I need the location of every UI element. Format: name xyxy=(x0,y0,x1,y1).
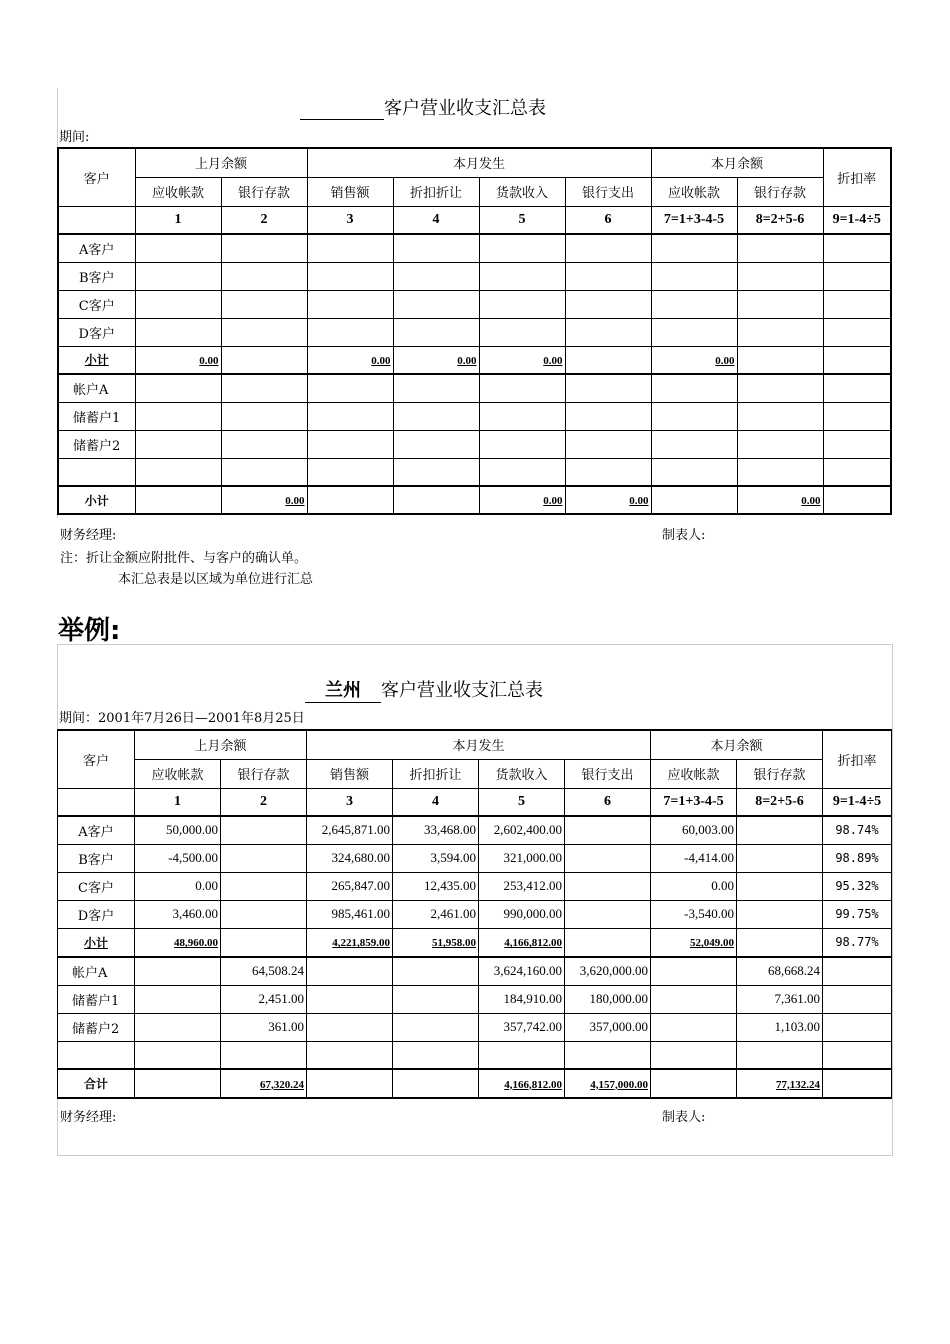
header-receivable: 应收帐款 xyxy=(135,177,221,206)
col-number: 4 xyxy=(393,788,479,816)
table-cell xyxy=(565,1041,651,1069)
table-cell xyxy=(221,234,307,262)
table-cell: 3,460.00 xyxy=(135,900,221,928)
example-heading: 举例: xyxy=(58,616,121,646)
col-number: 5 xyxy=(479,788,565,816)
table-cell xyxy=(221,262,307,290)
table-cell xyxy=(393,458,479,486)
total-value: 4,157,000.00 xyxy=(565,1069,651,1098)
table-cell: 0.00 xyxy=(651,872,737,900)
header-last-month-balance: 上月余额 xyxy=(135,730,307,759)
table-cell: 324,680.00 xyxy=(307,844,393,872)
table-cell xyxy=(393,1041,479,1069)
table-cell xyxy=(651,374,737,402)
table-cell xyxy=(651,290,737,318)
account-name xyxy=(58,1041,135,1069)
table-cell xyxy=(823,262,891,290)
table-cell xyxy=(221,430,307,458)
header-this-month-balance: 本月余额 xyxy=(651,148,823,177)
total-value xyxy=(651,486,737,514)
table-cell xyxy=(651,458,737,486)
table-cell xyxy=(565,458,651,486)
table-cell xyxy=(737,234,823,262)
finance-manager-label: 财务经理: xyxy=(60,528,117,543)
table-cell xyxy=(479,1041,565,1069)
table-cell xyxy=(135,290,221,318)
table-row xyxy=(58,928,892,957)
col-number: 4 xyxy=(393,206,479,234)
table-cell xyxy=(565,318,651,346)
table-cell xyxy=(307,957,393,985)
table-cell: 7,361.00 xyxy=(737,985,823,1013)
table-cell xyxy=(737,900,823,928)
table-cell xyxy=(135,985,221,1013)
account-name: 帐户A xyxy=(58,374,135,402)
table-cell: -4,500.00 xyxy=(135,844,221,872)
table-cell xyxy=(393,290,479,318)
table-cell xyxy=(221,900,307,928)
subtotal-value xyxy=(823,346,891,374)
table-cell xyxy=(823,430,891,458)
table-cell xyxy=(823,1041,892,1069)
subtotal-value xyxy=(737,928,823,957)
table-cell xyxy=(135,318,221,346)
customer-name: C客户 xyxy=(58,290,135,318)
subtotal-value: 0.00 xyxy=(651,346,737,374)
table-cell: 60,003.00 xyxy=(651,816,737,844)
table-row xyxy=(58,844,892,872)
table-cell xyxy=(737,872,823,900)
table-cell xyxy=(479,402,565,430)
total-value: 4,166,812.00 xyxy=(479,1069,565,1098)
total-value xyxy=(135,486,221,514)
table-row xyxy=(58,430,891,458)
table-cell: 180,000.00 xyxy=(565,985,651,1013)
total-value xyxy=(393,1069,479,1098)
discount-rate-value: 95.32% xyxy=(823,872,892,900)
total-label: 合计 xyxy=(58,1069,135,1098)
customer-name: D客户 xyxy=(58,318,135,346)
table-cell xyxy=(221,374,307,402)
total-label: 小计 xyxy=(58,486,135,514)
subtotal-value: 51,958.00 xyxy=(393,928,479,957)
subtotal-label: 小计 xyxy=(58,346,135,374)
discount-rate-value: 98.74% xyxy=(823,816,892,844)
table-row xyxy=(58,346,891,374)
table-cell: -3,540.00 xyxy=(651,900,737,928)
example-finance-manager-label: 财务经理: xyxy=(60,1110,117,1125)
table-cell xyxy=(221,402,307,430)
table-cell: 2,645,871.00 xyxy=(307,816,393,844)
table-cell xyxy=(479,290,565,318)
table-cell xyxy=(651,402,737,430)
subtotal-value xyxy=(565,928,651,957)
table-cell xyxy=(737,402,823,430)
table-row xyxy=(58,816,892,844)
col-number: 8=2+5-6 xyxy=(737,206,823,234)
table-cell xyxy=(565,290,651,318)
table-cell xyxy=(565,872,651,900)
preparer-label: 制表人: xyxy=(662,528,706,543)
col-number: 7=1+3-4-5 xyxy=(651,788,737,816)
table-cell xyxy=(393,262,479,290)
subtotal-value: 48,960.00 xyxy=(135,928,221,957)
table-cell xyxy=(823,290,891,318)
table-cell xyxy=(135,957,221,985)
total-value xyxy=(823,1069,892,1098)
example-period: 期间：2001年7月26日—2001年8月25日 xyxy=(59,711,305,726)
table-cell: 3,624,160.00 xyxy=(479,957,565,985)
table-cell: 2,461.00 xyxy=(393,900,479,928)
table-cell xyxy=(651,1041,737,1069)
table-row xyxy=(58,985,892,1013)
account-name: 储蓄户1 xyxy=(58,402,135,430)
table-cell xyxy=(565,234,651,262)
header-discount-rate: 折扣率 xyxy=(823,730,892,788)
table-row xyxy=(58,1069,892,1098)
table-cell xyxy=(651,1013,737,1041)
table-cell: 3,594.00 xyxy=(393,844,479,872)
table-cell xyxy=(823,374,891,402)
customer-name: A客户 xyxy=(58,234,135,262)
subtotal-value: 98.77% xyxy=(823,928,892,957)
total-value xyxy=(823,486,891,514)
header-payment-income: 货款收入 xyxy=(479,759,565,788)
table-cell xyxy=(651,234,737,262)
blank-form-title: 客户营业收支汇总表 xyxy=(300,94,546,120)
total-value xyxy=(651,1069,737,1098)
table-cell xyxy=(221,844,307,872)
table-cell xyxy=(221,458,307,486)
table-cell xyxy=(823,318,891,346)
header-bank-deposit: 银行存款 xyxy=(221,177,307,206)
table-cell xyxy=(135,374,221,402)
header-receivable-end: 应收帐款 xyxy=(651,759,737,788)
table-cell xyxy=(393,234,479,262)
table-cell: 0.00 xyxy=(135,872,221,900)
total-value: 77,132.24 xyxy=(737,1069,823,1098)
subtotal-value xyxy=(737,346,823,374)
account-name: 帐户A xyxy=(58,957,135,985)
table-cell xyxy=(823,957,892,985)
header-sales: 销售额 xyxy=(307,177,393,206)
table-cell: 68,668.24 xyxy=(737,957,823,985)
table-cell xyxy=(565,900,651,928)
table-cell xyxy=(307,234,393,262)
table-row xyxy=(58,318,891,346)
table-row xyxy=(58,290,891,318)
table-cell: 357,742.00 xyxy=(479,1013,565,1041)
table-cell xyxy=(221,290,307,318)
customer-name: C客户 xyxy=(58,872,135,900)
table-cell: 64,508.24 xyxy=(221,957,307,985)
table-cell: 1,103.00 xyxy=(737,1013,823,1041)
table-cell xyxy=(823,985,892,1013)
table-cell xyxy=(565,262,651,290)
example-form-title: 兰州 客户营业收支汇总表 xyxy=(305,676,543,703)
table-cell: 12,435.00 xyxy=(393,872,479,900)
total-value xyxy=(393,486,479,514)
table-cell xyxy=(393,985,479,1013)
customer-name: D客户 xyxy=(58,900,135,928)
header-bank-deposit-end: 银行存款 xyxy=(737,177,823,206)
header-customer: 客户 xyxy=(58,730,135,788)
table-cell xyxy=(135,1041,221,1069)
total-value: 0.00 xyxy=(565,486,651,514)
table-cell xyxy=(737,262,823,290)
table-cell: 265,847.00 xyxy=(307,872,393,900)
col-number: 1 xyxy=(135,206,221,234)
table-cell xyxy=(393,318,479,346)
col-number: 2 xyxy=(221,206,307,234)
table-cell xyxy=(565,430,651,458)
table-cell xyxy=(135,234,221,262)
table-cell xyxy=(307,290,393,318)
table-cell: 3,620,000.00 xyxy=(565,957,651,985)
table-cell xyxy=(479,318,565,346)
header-bank-deposit-end: 银行存款 xyxy=(737,759,823,788)
col-number: 9=1-4÷5 xyxy=(823,206,891,234)
table-cell xyxy=(221,872,307,900)
header-payment-income: 货款收入 xyxy=(479,177,565,206)
customer-name: B客户 xyxy=(58,262,135,290)
discount-rate-value: 99.75% xyxy=(823,900,892,928)
table-row xyxy=(58,872,892,900)
header-this-month-balance: 本月余额 xyxy=(651,730,823,759)
subtotal-label: 小计 xyxy=(58,928,135,957)
table-cell xyxy=(221,816,307,844)
account-name xyxy=(58,458,135,486)
header-bank-expense: 银行支出 xyxy=(565,759,651,788)
customer-name: A客户 xyxy=(58,816,135,844)
table-cell xyxy=(221,318,307,346)
note-line-2: 本汇总表是以区域为单位进行汇总 xyxy=(118,572,314,587)
total-value: 67,320.24 xyxy=(221,1069,307,1098)
period-label: 期间: xyxy=(59,130,90,145)
col-number: 6 xyxy=(565,788,651,816)
table-row xyxy=(58,402,891,430)
table-cell xyxy=(479,374,565,402)
table-cell: 321,000.00 xyxy=(479,844,565,872)
table-cell xyxy=(135,430,221,458)
discount-rate-value: 98.89% xyxy=(823,844,892,872)
table-cell xyxy=(479,430,565,458)
table-cell xyxy=(307,430,393,458)
region-blank-line xyxy=(300,99,384,120)
table-cell xyxy=(479,234,565,262)
table-cell xyxy=(135,402,221,430)
subtotal-value: 0.00 xyxy=(479,346,565,374)
table-cell xyxy=(823,1013,892,1041)
table-cell xyxy=(737,458,823,486)
table-cell: 184,910.00 xyxy=(479,985,565,1013)
table-cell xyxy=(651,262,737,290)
header-discount: 折扣折让 xyxy=(393,177,479,206)
table-cell xyxy=(393,1013,479,1041)
table-cell xyxy=(737,816,823,844)
subtotal-value xyxy=(565,346,651,374)
col-number: 8=2+5-6 xyxy=(737,788,823,816)
table-cell: -4,414.00 xyxy=(651,844,737,872)
table-cell xyxy=(393,957,479,985)
table-cell xyxy=(651,957,737,985)
table-cell: 253,412.00 xyxy=(479,872,565,900)
table-cell: 2,451.00 xyxy=(221,985,307,1013)
table-row xyxy=(58,234,891,262)
table-row xyxy=(58,957,892,985)
table-cell xyxy=(393,430,479,458)
table-cell xyxy=(307,458,393,486)
region-name: 兰州 xyxy=(305,676,381,703)
table-row xyxy=(58,458,891,486)
table-cell xyxy=(737,430,823,458)
table-cell: 357,000.00 xyxy=(565,1013,651,1041)
blank-summary-table xyxy=(57,147,892,515)
table-cell: 2,602,400.00 xyxy=(479,816,565,844)
table-cell xyxy=(307,1013,393,1041)
table-row xyxy=(58,486,891,514)
total-value: 0.00 xyxy=(737,486,823,514)
example-preparer-label: 制表人: xyxy=(662,1110,706,1125)
total-value: 0.00 xyxy=(479,486,565,514)
table-cell: 50,000.00 xyxy=(135,816,221,844)
col-number: 3 xyxy=(307,788,393,816)
total-value xyxy=(307,486,393,514)
table-cell xyxy=(737,290,823,318)
header-last-month-balance: 上月余额 xyxy=(135,148,307,177)
table-cell xyxy=(565,402,651,430)
total-value xyxy=(307,1069,393,1098)
table-cell xyxy=(307,1041,393,1069)
account-name: 储蓄户1 xyxy=(58,985,135,1013)
table-cell xyxy=(823,402,891,430)
table-row xyxy=(58,262,891,290)
table-cell xyxy=(393,402,479,430)
note-line-1: 注：折让金额应附批件、与客户的确认单。 xyxy=(60,551,308,566)
total-value: 0.00 xyxy=(221,486,307,514)
header-bank-deposit: 银行存款 xyxy=(221,759,307,788)
table-cell xyxy=(737,374,823,402)
col-number: 3 xyxy=(307,206,393,234)
table-cell xyxy=(565,816,651,844)
table-cell xyxy=(651,985,737,1013)
subtotal-value: 4,166,812.00 xyxy=(479,928,565,957)
col-number: 5 xyxy=(479,206,565,234)
table-row xyxy=(58,900,892,928)
table-cell xyxy=(479,262,565,290)
table-cell xyxy=(823,234,891,262)
account-name: 储蓄户2 xyxy=(58,430,135,458)
table-cell xyxy=(823,458,891,486)
col-number: 2 xyxy=(221,788,307,816)
table-cell xyxy=(307,402,393,430)
header-sales: 销售额 xyxy=(307,759,393,788)
customer-name: B客户 xyxy=(58,844,135,872)
subtotal-value: 0.00 xyxy=(307,346,393,374)
account-name: 储蓄户2 xyxy=(58,1013,135,1041)
header-receivable-end: 应收帐款 xyxy=(651,177,737,206)
header-receivable: 应收帐款 xyxy=(135,759,221,788)
table-cell xyxy=(307,318,393,346)
col-number: 9=1-4÷5 xyxy=(823,788,892,816)
table-cell xyxy=(737,844,823,872)
header-bank-expense: 银行支出 xyxy=(565,177,651,206)
header-this-month-activity: 本月发生 xyxy=(307,730,651,759)
header-this-month-activity: 本月发生 xyxy=(307,148,651,177)
table-row xyxy=(58,1041,892,1069)
table-cell: 990,000.00 xyxy=(479,900,565,928)
col-number: 6 xyxy=(565,206,651,234)
table-cell xyxy=(393,374,479,402)
table-cell xyxy=(565,844,651,872)
table-cell xyxy=(737,1041,823,1069)
table-cell xyxy=(565,374,651,402)
table-cell: 361.00 xyxy=(221,1013,307,1041)
subtotal-value xyxy=(221,346,307,374)
table-row xyxy=(58,374,891,402)
subtotal-value: 4,221,859.00 xyxy=(307,928,393,957)
table-row xyxy=(58,1013,892,1041)
table-cell xyxy=(651,318,737,346)
header-discount-rate: 折扣率 xyxy=(823,148,891,206)
table-cell xyxy=(307,985,393,1013)
table-cell xyxy=(221,1041,307,1069)
table-cell xyxy=(135,458,221,486)
table-cell xyxy=(307,262,393,290)
table-cell xyxy=(651,430,737,458)
table-cell: 985,461.00 xyxy=(307,900,393,928)
header-discount: 折扣折让 xyxy=(393,759,479,788)
subtotal-value: 52,049.00 xyxy=(651,928,737,957)
table-cell xyxy=(307,374,393,402)
table-cell: 33,468.00 xyxy=(393,816,479,844)
table-cell xyxy=(479,458,565,486)
table-cell xyxy=(135,1013,221,1041)
subtotal-value: 0.00 xyxy=(393,346,479,374)
table-cell xyxy=(135,262,221,290)
header-customer: 客户 xyxy=(58,148,135,206)
subtotal-value: 0.00 xyxy=(135,346,221,374)
col-number: 1 xyxy=(135,788,221,816)
table-cell xyxy=(737,318,823,346)
subtotal-value xyxy=(221,928,307,957)
example-summary-table xyxy=(57,729,892,1099)
total-value xyxy=(135,1069,221,1098)
col-number: 7=1+3-4-5 xyxy=(651,206,737,234)
